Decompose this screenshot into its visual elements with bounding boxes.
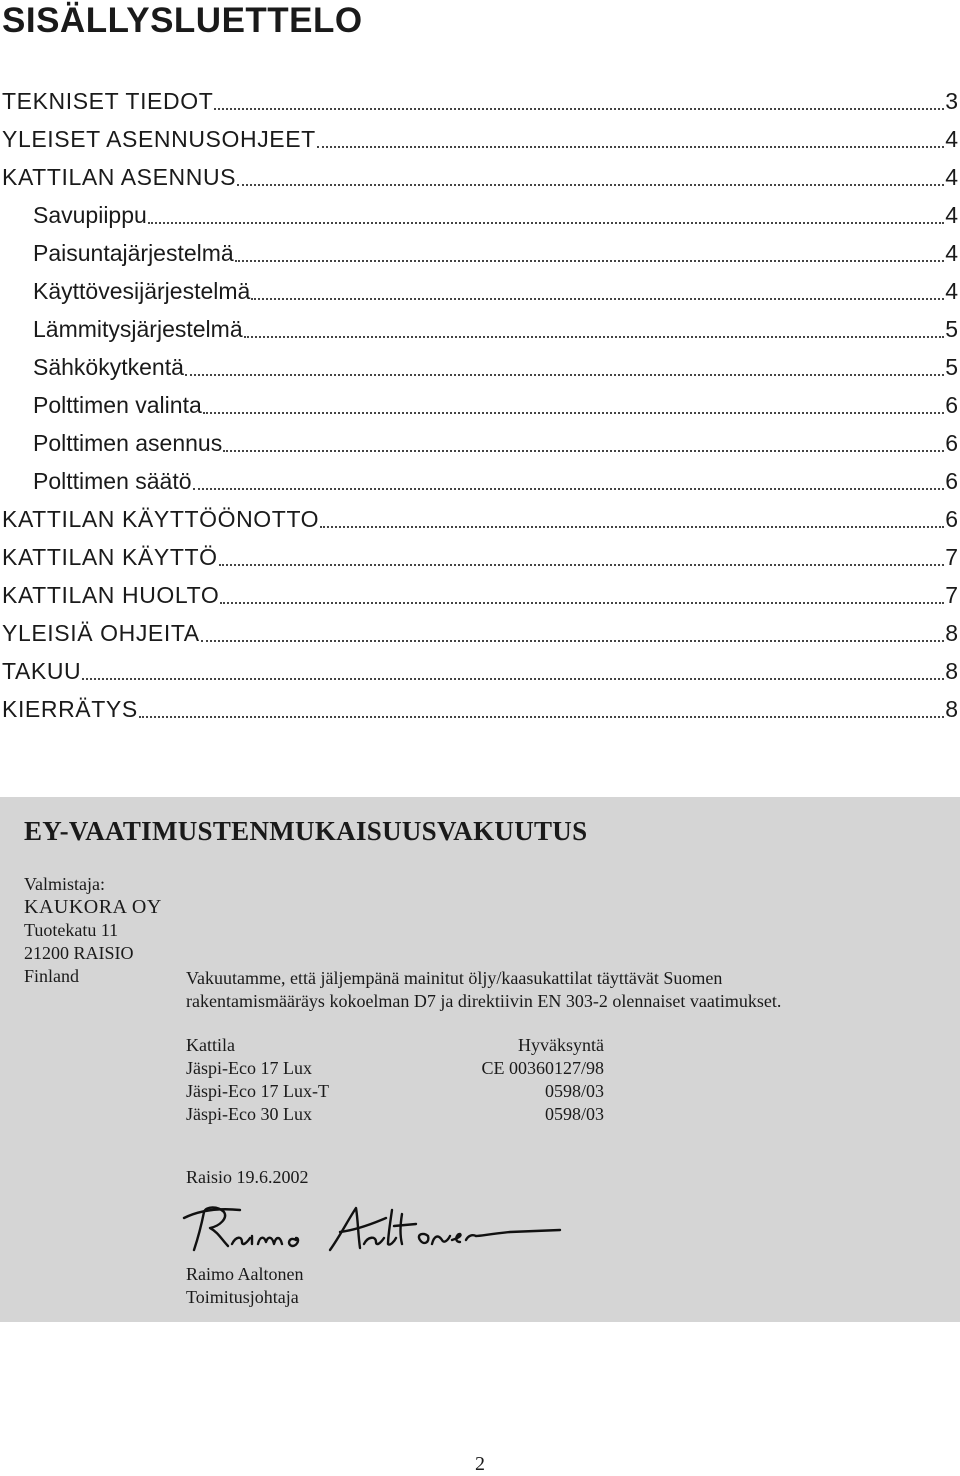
product-name: Jäspi-Eco 17 Lux-T (186, 1081, 329, 1101)
toc-dot-leader (203, 412, 944, 414)
toc-entry-page: 6 (945, 506, 958, 532)
product-approval: 0598/03 (544, 1104, 604, 1124)
toc-dot-leader (320, 526, 944, 528)
manufacturer-block (24, 873, 162, 988)
toc-entry-page: 7 (945, 582, 958, 608)
toc-entry-label: KATTILAN HUOLTO (2, 582, 220, 608)
product-table-header (186, 1034, 604, 1057)
declaration-title: EY-VAATIMUSTENMUKAISUUSVAKUUTUS (24, 816, 588, 846)
manufacturer-label: Valmistaja: (24, 874, 105, 894)
toc-entry (0, 82, 960, 120)
toc-entry-label: Sähkökytkentä (33, 354, 184, 380)
toc-entry-page: 8 (945, 696, 958, 722)
toc-entry (0, 310, 960, 348)
toc-entry-label: Lämmitysjärjestelmä (33, 316, 243, 342)
toc-entry-label: TEKNISET TIEDOT (2, 88, 214, 114)
product-row (186, 1057, 604, 1080)
toc-entry (0, 614, 960, 652)
toc-entry-page: 8 (945, 620, 958, 646)
toc-entry (0, 500, 960, 538)
toc-dot-leader (214, 108, 944, 110)
product-row (186, 1080, 604, 1103)
place-and-date: Raisio 19.6.2002 (186, 1167, 309, 1187)
toc-entry-label: Polttimen säätö (33, 468, 192, 494)
toc-entry-label: TAKUU (2, 658, 82, 684)
signer-block (186, 1263, 303, 1309)
toc-dot-leader (317, 146, 944, 148)
table-of-contents (0, 82, 960, 728)
toc-entry-label: Polttimen valinta (33, 392, 202, 418)
toc-entry (0, 234, 960, 272)
toc-entry-page: 6 (945, 430, 958, 456)
statement-line: rakentamismääräys kokoelman D7 ja direktiivin EN 303-2 olennaiset vaatimukset. (186, 991, 782, 1011)
toc-dot-leader (223, 450, 944, 452)
toc-entry (0, 462, 960, 500)
toc-entry-label: Paisuntajärjestelmä (33, 240, 234, 266)
toc-dot-leader (237, 184, 944, 186)
product-name: Jäspi-Eco 17 Lux (186, 1058, 312, 1078)
toc-entry (0, 158, 960, 196)
toc-dot-leader (139, 716, 944, 718)
statement-line: Vakuutamme, että jäljempänä mainitut öljy/kaasukattilat täyttävät Suomen (186, 968, 723, 988)
toc-entry-label: KATTILAN KÄYTTÖ (2, 544, 218, 570)
column-header-approval: Hyväksyntä (518, 1035, 604, 1055)
toc-entry (0, 120, 960, 158)
product-name: Jäspi-Eco 30 Lux (186, 1104, 312, 1124)
company-name: KAUKORA OY (24, 896, 162, 918)
toc-entry-label: KATTILAN KÄYTTÖÖNOTTO (2, 506, 320, 532)
signature-drawing (180, 1200, 580, 1258)
toc-entry-label: Polttimen asennus (33, 430, 223, 456)
toc-dot-leader (251, 298, 944, 300)
handwritten-signature (180, 1200, 580, 1263)
toc-entry-page: 6 (945, 468, 958, 494)
declaration-box (0, 797, 960, 1322)
toc-entry-label: Savupiippu (33, 202, 147, 228)
toc-entry (0, 386, 960, 424)
page-title: SISÄLLYSLUETTELO (2, 1, 363, 40)
toc-entry-page: 4 (945, 202, 958, 228)
toc-entry-page: 8 (945, 658, 958, 684)
city-address: 21200 RAISIO (24, 943, 134, 963)
toc-dot-leader (201, 640, 944, 642)
signer-title: Toimitusjohtaja (186, 1287, 299, 1307)
toc-dot-leader (82, 678, 944, 680)
toc-dot-leader (235, 260, 944, 262)
page-number: 2 (475, 1453, 485, 1475)
toc-entry-page: 6 (945, 392, 958, 418)
toc-entry-label: YLEISET ASENNUSOHJEET (2, 126, 316, 152)
toc-entry (0, 348, 960, 386)
product-row (186, 1103, 604, 1126)
column-header-product: Kattila (186, 1035, 235, 1055)
signer-name: Raimo Aaltonen (186, 1264, 304, 1284)
toc-entry-page: 5 (945, 354, 958, 380)
toc-dot-leader (220, 602, 944, 604)
toc-entry (0, 690, 960, 728)
country: Finland (24, 966, 80, 986)
product-approval: 0598/03 (544, 1081, 604, 1101)
toc-dot-leader (148, 222, 944, 224)
toc-entry-label: KIERRÄTYS (2, 696, 138, 722)
toc-dot-leader (219, 564, 945, 566)
toc-dot-leader (185, 374, 944, 376)
toc-entry-page: 7 (945, 544, 958, 570)
toc-entry-label: KATTILAN ASENNUS (2, 164, 237, 190)
declaration-statement (186, 967, 926, 1013)
toc-entry-label: Käyttövesijärjestelmä (33, 278, 251, 304)
toc-entry-page: 3 (945, 88, 958, 114)
toc-entry-page: 4 (945, 164, 958, 190)
toc-entry-page: 4 (945, 126, 958, 152)
toc-entry (0, 424, 960, 462)
product-approval: CE 00360127/98 (481, 1058, 604, 1078)
toc-entry (0, 538, 960, 576)
toc-entry (0, 576, 960, 614)
toc-entry (0, 272, 960, 310)
toc-entry-page: 4 (945, 240, 958, 266)
product-table (186, 1034, 604, 1126)
toc-entry-page: 5 (945, 316, 958, 342)
street-address: Tuotekatu 11 (24, 920, 119, 940)
toc-dot-leader (193, 488, 945, 490)
toc-entry-page: 4 (945, 278, 958, 304)
toc-entry-label: YLEISIÄ OHJEITA (2, 620, 200, 646)
toc-entry (0, 196, 960, 234)
toc-entry (0, 652, 960, 690)
toc-dot-leader (244, 336, 945, 338)
